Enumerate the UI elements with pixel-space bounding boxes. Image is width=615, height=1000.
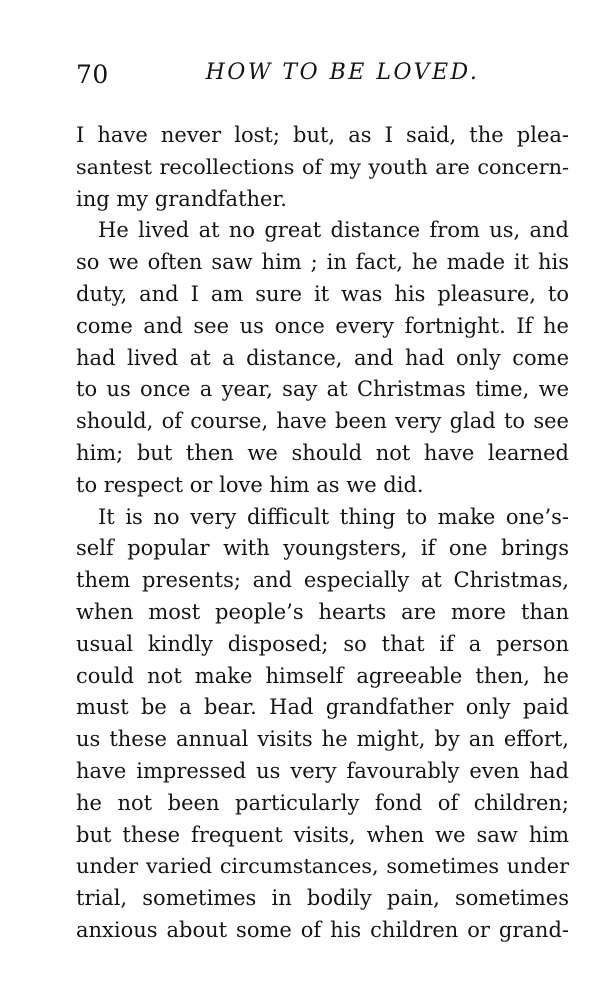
text-line: could not make himself agreeable then, he [76,663,569,688]
text-line: It is no very difficult thing to make one’s- [98,504,569,529]
paragraph-3 [76,502,569,947]
text-line: I have never lost; but, as I said, the plea- [76,123,569,147]
text-line: when most people’s hearts are more than [76,599,569,624]
text-line: come and see us once every fortnight. If he [76,313,569,338]
text-line: have impressed us very favourably even had [76,758,569,783]
text-line: he not been particularly fond of children; [76,790,569,815]
text-line: He lived at no great distance from us, and [98,218,569,243]
text-line: santest recollections of my youth are concern- [76,154,569,179]
running-head [76,58,569,98]
text-line: so we often saw him ; in fact, he made it his [76,250,569,275]
text-line: usual kindly disposed; so that if a person [76,631,569,656]
text-line: must be a bear. Had grandfather only paid [76,695,569,720]
text-line: had lived at a distance, and had only come [76,345,569,370]
text-line: him; but then we should not have learned [76,440,569,465]
text-line: should, of course, have been very glad to see [76,409,569,434]
paragraph-2 [76,215,569,501]
text-line: trial, sometimes in bodily pain, sometimes [76,886,569,911]
paragraph-1 [76,120,569,215]
text-line: to us once a year, say at Christmas time, we [76,377,569,402]
running-title: HOW TO BE LOVED. [205,60,480,85]
text-line: them presents; and especially at Christmas, [76,568,569,593]
page-number: 70 [76,60,109,89]
text-line: to respect or love him as we did. [76,472,424,497]
text-line: but these frequent visits, when we saw him [76,822,569,847]
text-line: self popular with youngsters, if one brings [76,536,569,561]
text-line: ing my grandfather. [76,186,287,211]
text-line: us these annual visits he might, by an effort, [76,727,569,752]
text-line: under varied circumstances, sometimes under [76,854,569,879]
body-text [76,120,569,947]
text-line: duty, and I am sure it was his pleasure, to [76,281,569,306]
text-line: anxious about some of his children or grand- [76,917,569,942]
